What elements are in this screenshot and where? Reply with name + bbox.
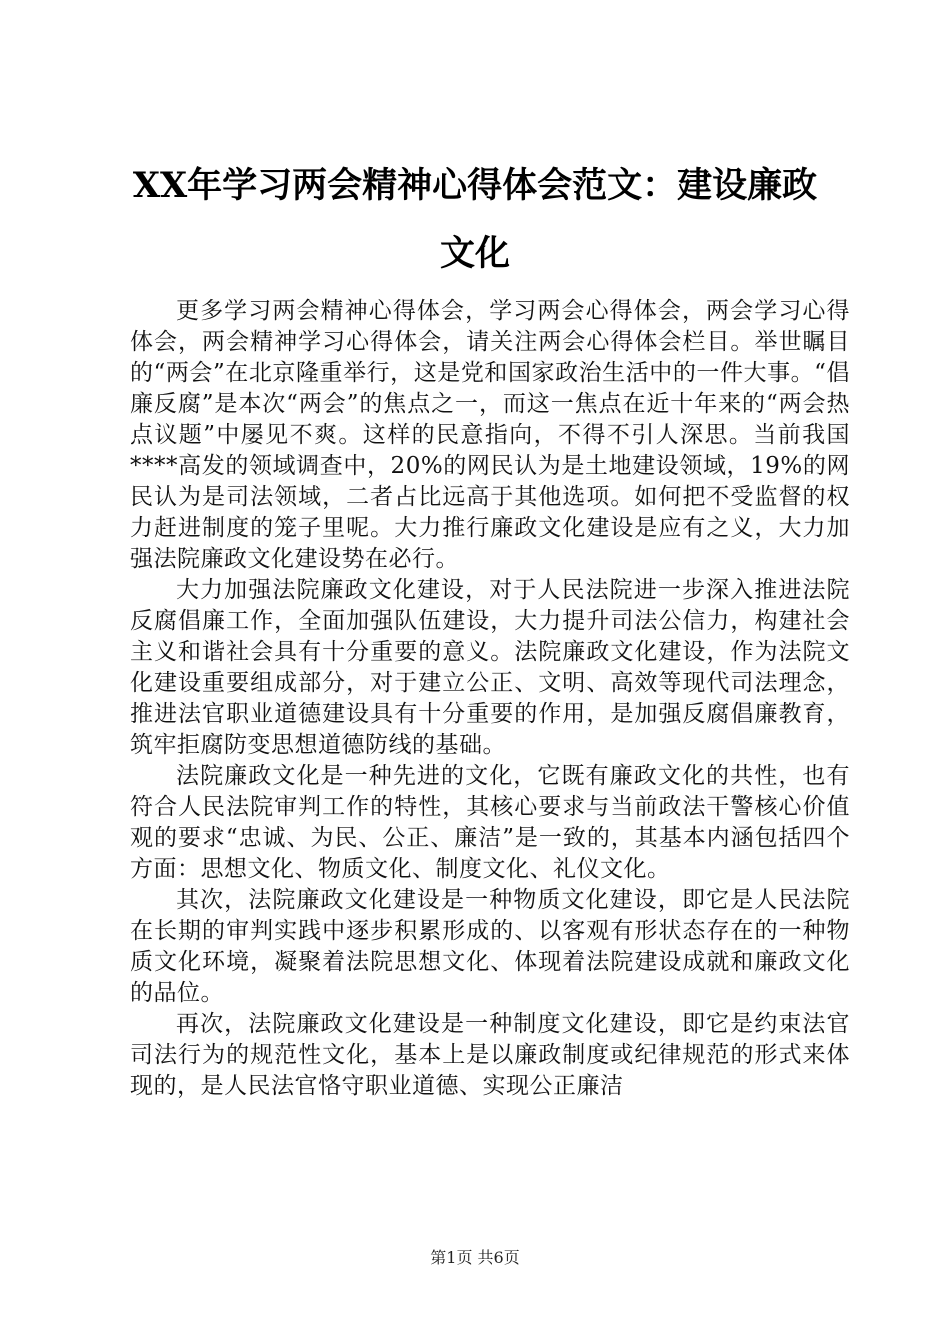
page-number-label: 第1页 共6页: [430, 1248, 520, 1267]
body-paragraph-3: 法院廉政文化是一种先进的文化，它既有廉政文化的共性，也有符合人民法院审判工作的特性，其核心要求与当前政法干警核心价值观的要求“忠诚、为民、公正、廉洁”是一致的，其基本内涵包括四个方面：思想文化、物质文化、制度文化、礼仪文化。: [130, 763, 850, 882]
body-paragraph-4: 其次，法院廉政文化建设是一种物质文化建设，即它是人民法院在长期的审判实践中逐步积累形成的、以客观有形状态存在的一种物质文化环境，凝聚着法院思想文化、体现着法院建设成就和廉政文化的品位。: [130, 887, 850, 1006]
document-body: [130, 296, 850, 1102]
body-paragraph-1: 更多学习两会精神心得体会，学习两会心得体会，两会学习心得体会，两会精神学习心得体会，请关注两会心得体会栏目。举世瞩目的“两会”在北京隆重举行，这是党和国家政治生活中的一件大事。“倡廉反腐”是本次“两会”的焦点之一，而这一焦点在近十年来的“两会热点议题”中屡见不爽。这样的民意指向，不得不引人深思。当前我国****高发的领域调查中，20%的网民认为是土地建设领域，19%的网民认为是司法领域，二者占比远高于其他选项。如何把不受监督的权力赶进制度的笼子里呢。大力推行廉政文化建设是应有之义，大力加强法院廉政文化建设势在必行。: [130, 298, 850, 572]
body-paragraph-2: 大力加强法院廉政文化建设，对于人民法院进一步深入推进法院反腐倡廉工作，全面加强队伍建设，大力提升司法公信力，构建社会主义和谐社会具有十分重要的意义。法院廉政文化建设，作为法院文化建设重要组成部分，对于建立公正、文明、高效等现代司法理念，推进法官职业道德建设具有十分重要的作用，是加强反腐倡廉教育，筑牢拒腐防变思想道德防线的基础。: [130, 577, 850, 758]
document-title: [100, 152, 850, 288]
document-title-line-2: 文化: [439, 233, 510, 274]
body-paragraph-5: 再次，法院廉政文化建设是一种制度文化建设，即它是约束法官司法行为的规范性文化，基本上是以廉政制度或纪律规范的形式来体现的，是人民法官恪守职业道德、实现公正廉洁: [130, 1011, 850, 1099]
document-title-line-1: XX年学习两会精神心得体会范文：建设廉政: [132, 165, 818, 206]
page-footer: [0, 1245, 950, 1268]
